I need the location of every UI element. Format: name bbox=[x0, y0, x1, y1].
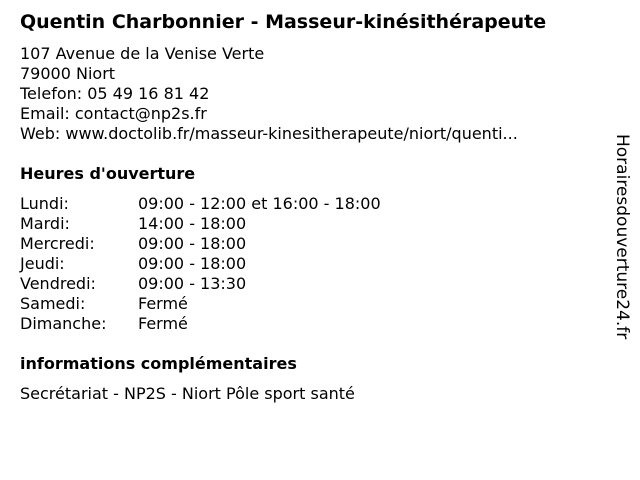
day-hours: Fermé bbox=[138, 314, 188, 333]
hours-row-saturday bbox=[20, 294, 381, 314]
day-label: Samedi: bbox=[20, 294, 86, 313]
day-label: Mardi: bbox=[20, 214, 70, 233]
extra-info-heading: informations complémentaires bbox=[20, 354, 297, 373]
hours-row-sunday bbox=[20, 314, 381, 334]
address-line-1: 107 Avenue de la Venise Verte bbox=[20, 44, 265, 63]
phone-line: Telefon: 05 49 16 81 42 bbox=[20, 84, 210, 103]
day-hours: 14:00 - 18:00 bbox=[138, 214, 247, 233]
hours-row-tuesday bbox=[20, 214, 381, 234]
day-label: Jeudi: bbox=[20, 254, 65, 273]
day-hours: 09:00 - 12:00 et 16:00 - 18:00 bbox=[138, 194, 381, 213]
hours-heading: Heures d'ouverture bbox=[20, 164, 196, 183]
day-hours: 09:00 - 18:00 bbox=[138, 234, 247, 253]
hours-row-friday bbox=[20, 274, 381, 294]
day-hours: 09:00 - 13:30 bbox=[138, 274, 247, 293]
day-label: Dimanche: bbox=[20, 314, 107, 333]
hours-table bbox=[20, 194, 381, 334]
day-label: Mercredi: bbox=[20, 234, 95, 253]
site-watermark: Horairesdouverture24.fr bbox=[612, 134, 632, 340]
day-label: Lundi: bbox=[20, 194, 69, 213]
website-line: Web: www.doctolib.fr/masseur-kinesitherapeute/niort/quenti... bbox=[20, 124, 518, 143]
hours-row-monday bbox=[20, 194, 381, 214]
address-line-2: 79000 Niort bbox=[20, 64, 116, 83]
hours-row-thursday bbox=[20, 254, 381, 274]
day-hours: 09:00 - 18:00 bbox=[138, 254, 247, 273]
day-label: Vendredi: bbox=[20, 274, 96, 293]
email-line: Email: contact@np2s.fr bbox=[20, 104, 207, 123]
business-title: Quentin Charbonnier - Masseur-kinésithérapeute bbox=[20, 11, 547, 33]
contact-block bbox=[20, 44, 518, 144]
extra-info-text: Secrétariat - NP2S - Niort Pôle sport santé bbox=[20, 384, 355, 403]
day-hours: Fermé bbox=[138, 294, 188, 313]
hours-row-wednesday bbox=[20, 234, 381, 254]
